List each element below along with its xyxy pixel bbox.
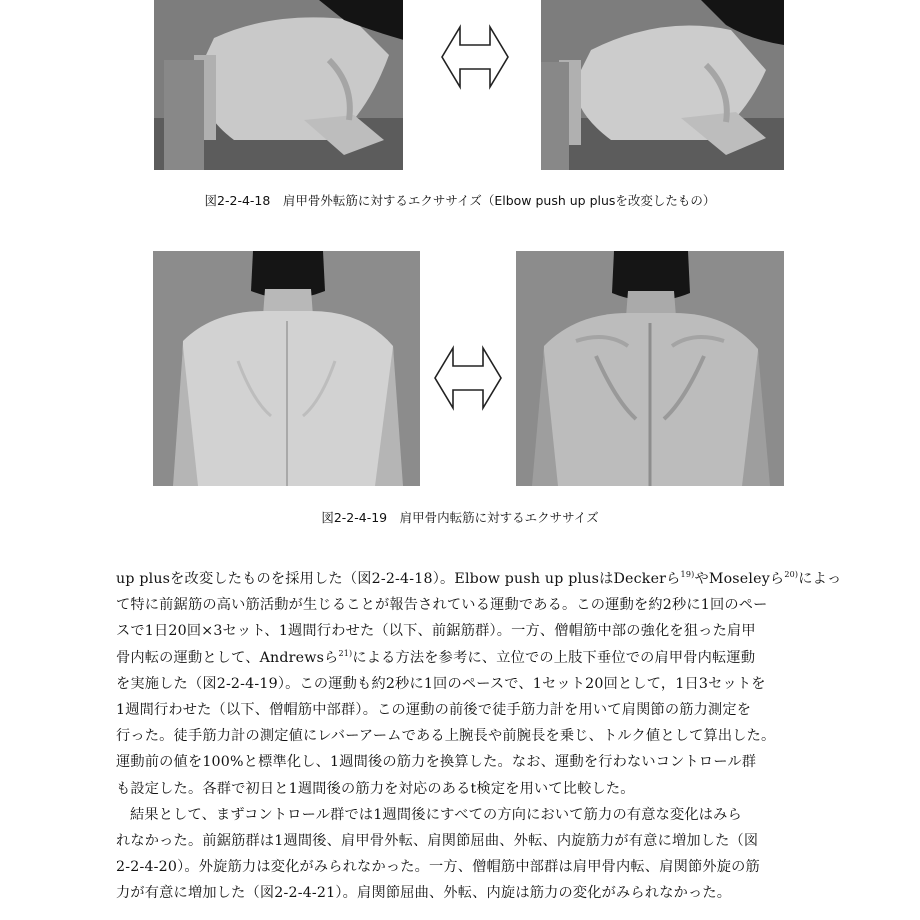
text-line: 力が有意に増加した（図2-2-4-21）。肩関節屈曲、外転、内旋は筋力の変化がみられなかった。 [116,885,732,902]
text-line [116,566,842,592]
text-line [116,645,836,671]
text-line: 結果として、まずコントロール群では1週間後にすべての方向において筋力の有意な変化はみら [130,806,742,823]
figure-caption: 図2-2-4-18 肩甲骨外転筋に対するエクササイズ（Elbow push up plusを改変したもの） [204,193,716,208]
photo-pushup-after [541,0,784,170]
text-line: も設定した。各群で初日と1週間後の筋力を対応のあるt検定を用いて比較した。 [116,780,635,797]
double-arrow-icon [433,345,503,411]
text-span: 骨内転の運動として、Andrewsら [116,649,339,666]
body-text [116,566,842,907]
figure-caption: 図2-2-4-19 肩甲骨内転筋に対するエクササイズ [321,510,599,525]
citation-ref: 21) [338,648,353,658]
double-arrow-icon [440,24,510,90]
text-line: 1週間行わせた（以下、僧帽筋中部群）。この運動の前後で徒手筋力計を用いて肩関節の筋力測定を [116,702,752,719]
text-line: スで1日20回×3セット、1週間行わせた（以下、前鋸筋群）。一方、僧帽筋中部の強化を狙った肩甲 [116,623,756,640]
text-line: 行った。徒手筋力計の測定値にレバーアームである上腕長や前腕長を乗じ、トルク値として算出した。 [116,728,776,745]
text-line: れなかった。前鋸筋群は1週間後、肩甲骨外転、肩関節屈曲、外転、内旋筋力が有意に増加した（図 [116,833,759,850]
photo-back-before [153,251,420,486]
text-line: 運動前の値を100%と標準化し、1週間後の筋力を換算した。なお、運動を行わないコントロール群 [116,754,757,771]
text-line: て特に前鋸筋の高い筋活動が生じることが報告されている運動である。この運動を約2秒に1回のペー [116,597,768,614]
text-span: による方法を参考に、立位での上肢下垂位での肩甲骨内転運動 [352,649,756,666]
text-span: によっ [798,571,842,587]
citation-ref: 19) [680,570,695,579]
photo-pushup-before [154,0,403,170]
text-line: 2-2-4-20）。外旋筋力は変化がみられなかった。一方、僧帽筋中部群は肩甲骨内転、肩関節外旋の筋 [116,859,760,876]
text-span: up plusを改変したものを採用した（図2-2-4-18）。Elbow push up plusはDeckerら [116,571,681,587]
text-span: やMoseleyら [694,571,785,587]
citation-ref: 20) [784,570,799,579]
text-line: を実施した（図2-2-4-19）。この運動も約2秒に1回のペースで、1セット20回として，1日3セットを [116,675,766,692]
photo-back-after [516,251,784,486]
